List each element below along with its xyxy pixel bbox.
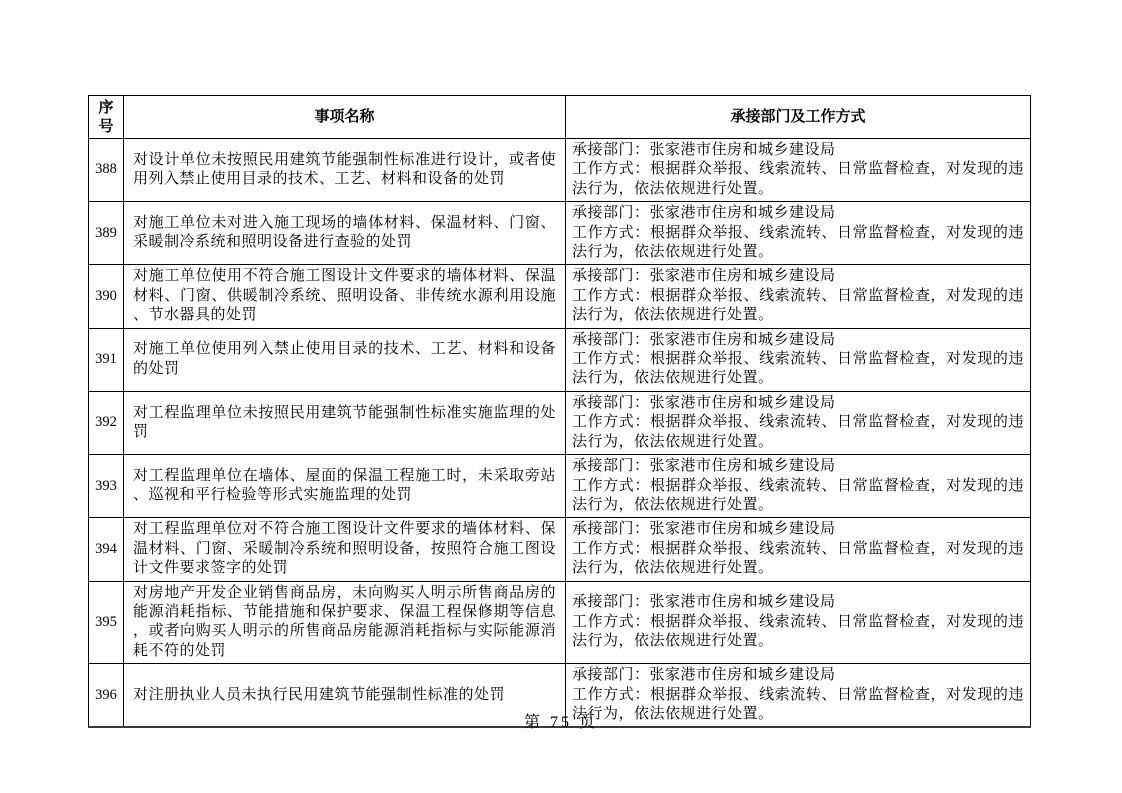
method-line: 工作方式：根据群众举报、线索流转、日常监督检查，对发现的违法行为，依法依规进行处置。	[572, 540, 1024, 577]
row-number-cell: 394	[89, 518, 124, 581]
items-table	[88, 95, 1031, 728]
dept-method-cell	[566, 391, 1031, 454]
dept-method-cell	[566, 518, 1031, 581]
method-line: 工作方式：根据群众举报、线索流转、日常监督检查，对发现的违法行为，依法依规进行处置。	[572, 414, 1024, 450]
row-number-cell: 396	[89, 664, 124, 728]
item-name-cell: 对施工单位使用列入禁止使用目录的技术、工艺、材料和设备的处罚	[124, 328, 566, 391]
method-line: 工作方式：根据群众举报、线索流转、日常监督检查，对发现的违法行为，依法依规进行处置。	[572, 161, 1024, 197]
dept-line: 承接部门：张家港市住房和城乡建设局	[572, 594, 836, 611]
table-row	[89, 455, 1031, 518]
dept-line: 承接部门：张家港市住房和城乡建设局	[572, 394, 836, 411]
header-cell-dept: 承接部门及工作方式	[566, 96, 1031, 139]
table-row	[89, 202, 1031, 265]
row-number-cell: 392	[89, 391, 124, 454]
table-row	[89, 139, 1031, 202]
dept-line: 承接部门：张家港市住房和城乡建设局	[572, 667, 836, 684]
row-number-cell: 390	[89, 265, 124, 328]
item-name-cell: 对施工单位未对进入施工现场的墙体材料、保温材料、门窗、采暖制冷系统和照明设备进行查验的处罚	[124, 202, 566, 265]
dept-method-cell	[566, 265, 1031, 328]
item-name-cell: 对注册执业人员未执行民用建筑节能强制性标准的处罚	[124, 664, 566, 728]
table-row	[89, 265, 1031, 328]
table-header	[89, 96, 1031, 139]
method-line: 工作方式：根据群众举报、线索流转、日常监督检查，对发现的违法行为，依法依规进行处置。	[572, 686, 1024, 722]
table-row	[89, 391, 1031, 454]
method-line: 工作方式：根据群众举报、线索流转、日常监督检查，对发现的违法行为，依法依规进行处置。	[572, 287, 1024, 324]
dept-line: 承接部门：张家港市住房和城乡建设局	[572, 205, 836, 222]
item-name-cell: 对施工单位使用不符合施工图设计文件要求的墙体材料、保温材料、门窗、供暖制冷系统、照明设备、非传统水源利用设施、节水器具的处罚	[124, 265, 566, 328]
header-cell-item: 事项名称	[124, 96, 566, 139]
method-line: 工作方式：根据群众举报、线索流转、日常监督检查，对发现的违法行为，依法依规进行处置。	[572, 477, 1024, 513]
dept-line: 承接部门：张家港市住房和城乡建设局	[572, 268, 836, 285]
row-number-cell: 389	[89, 202, 124, 265]
dept-method-cell	[566, 581, 1031, 664]
table-row	[89, 328, 1031, 391]
dept-line: 承接部门：张家港市住房和城乡建设局	[572, 331, 836, 348]
dept-line: 承接部门：张家港市住房和城乡建设局	[572, 521, 836, 538]
dept-line: 承接部门：张家港市住房和城乡建设局	[572, 458, 836, 475]
item-name-cell: 对工程监理单位在墙体、屋面的保温工程施工时，未采取旁站、巡视和平行检验等形式实施监理的处罚	[124, 455, 566, 518]
page-number: 第 75 页	[523, 714, 598, 731]
item-name-cell: 对房地产开发企业销售商品房，未向购买人明示所售商品房的能源消耗指标、节能措施和保护要求、保温工程保修期等信息，或者向购买人明示的所售商品房能源消耗指标与实际能源消耗不符的处罚	[124, 581, 566, 664]
header-cell-no	[89, 96, 124, 139]
row-number-cell: 388	[89, 139, 124, 202]
method-line: 工作方式：根据群众举报、线索流转、日常监督检查，对发现的违法行为，依法依规进行处置。	[572, 351, 1024, 387]
header-row	[89, 96, 1031, 139]
table-row	[89, 518, 1031, 581]
row-number-cell: 393	[89, 455, 124, 518]
dept-method-cell	[566, 328, 1031, 391]
row-number-cell: 395	[89, 581, 124, 664]
method-line: 工作方式：根据群众举报、线索流转、日常监督检查，对发现的违法行为，依法依规进行处置。	[572, 224, 1024, 261]
header-no-label: 序号	[98, 98, 114, 135]
table-body	[89, 139, 1031, 728]
method-line: 工作方式：根据群众举报、线索流转、日常监督检查，对发现的违法行为，依法依规进行处置。	[572, 613, 1024, 650]
dept-method-cell	[566, 202, 1031, 265]
item-name-cell: 对工程监理单位未按照民用建筑节能强制性标准实施监理的处罚	[124, 391, 566, 454]
item-name-cell: 对设计单位未按照民用建筑节能强制性标准进行设计，或者使用列入禁止使用目录的技术、工艺、材料和设备的处罚	[124, 139, 566, 202]
table-row	[89, 581, 1031, 664]
dept-method-cell	[566, 455, 1031, 518]
item-name-cell: 对工程监理单位对不符合施工图设计文件要求的墙体材料、保温材料、门窗、采暖制冷系统和照明设备，按照符合施工图设计文件要求签字的处罚	[124, 518, 566, 581]
dept-method-cell	[566, 139, 1031, 202]
row-number-cell: 391	[89, 328, 124, 391]
dept-line: 承接部门：张家港市住房和城乡建设局	[572, 142, 836, 158]
